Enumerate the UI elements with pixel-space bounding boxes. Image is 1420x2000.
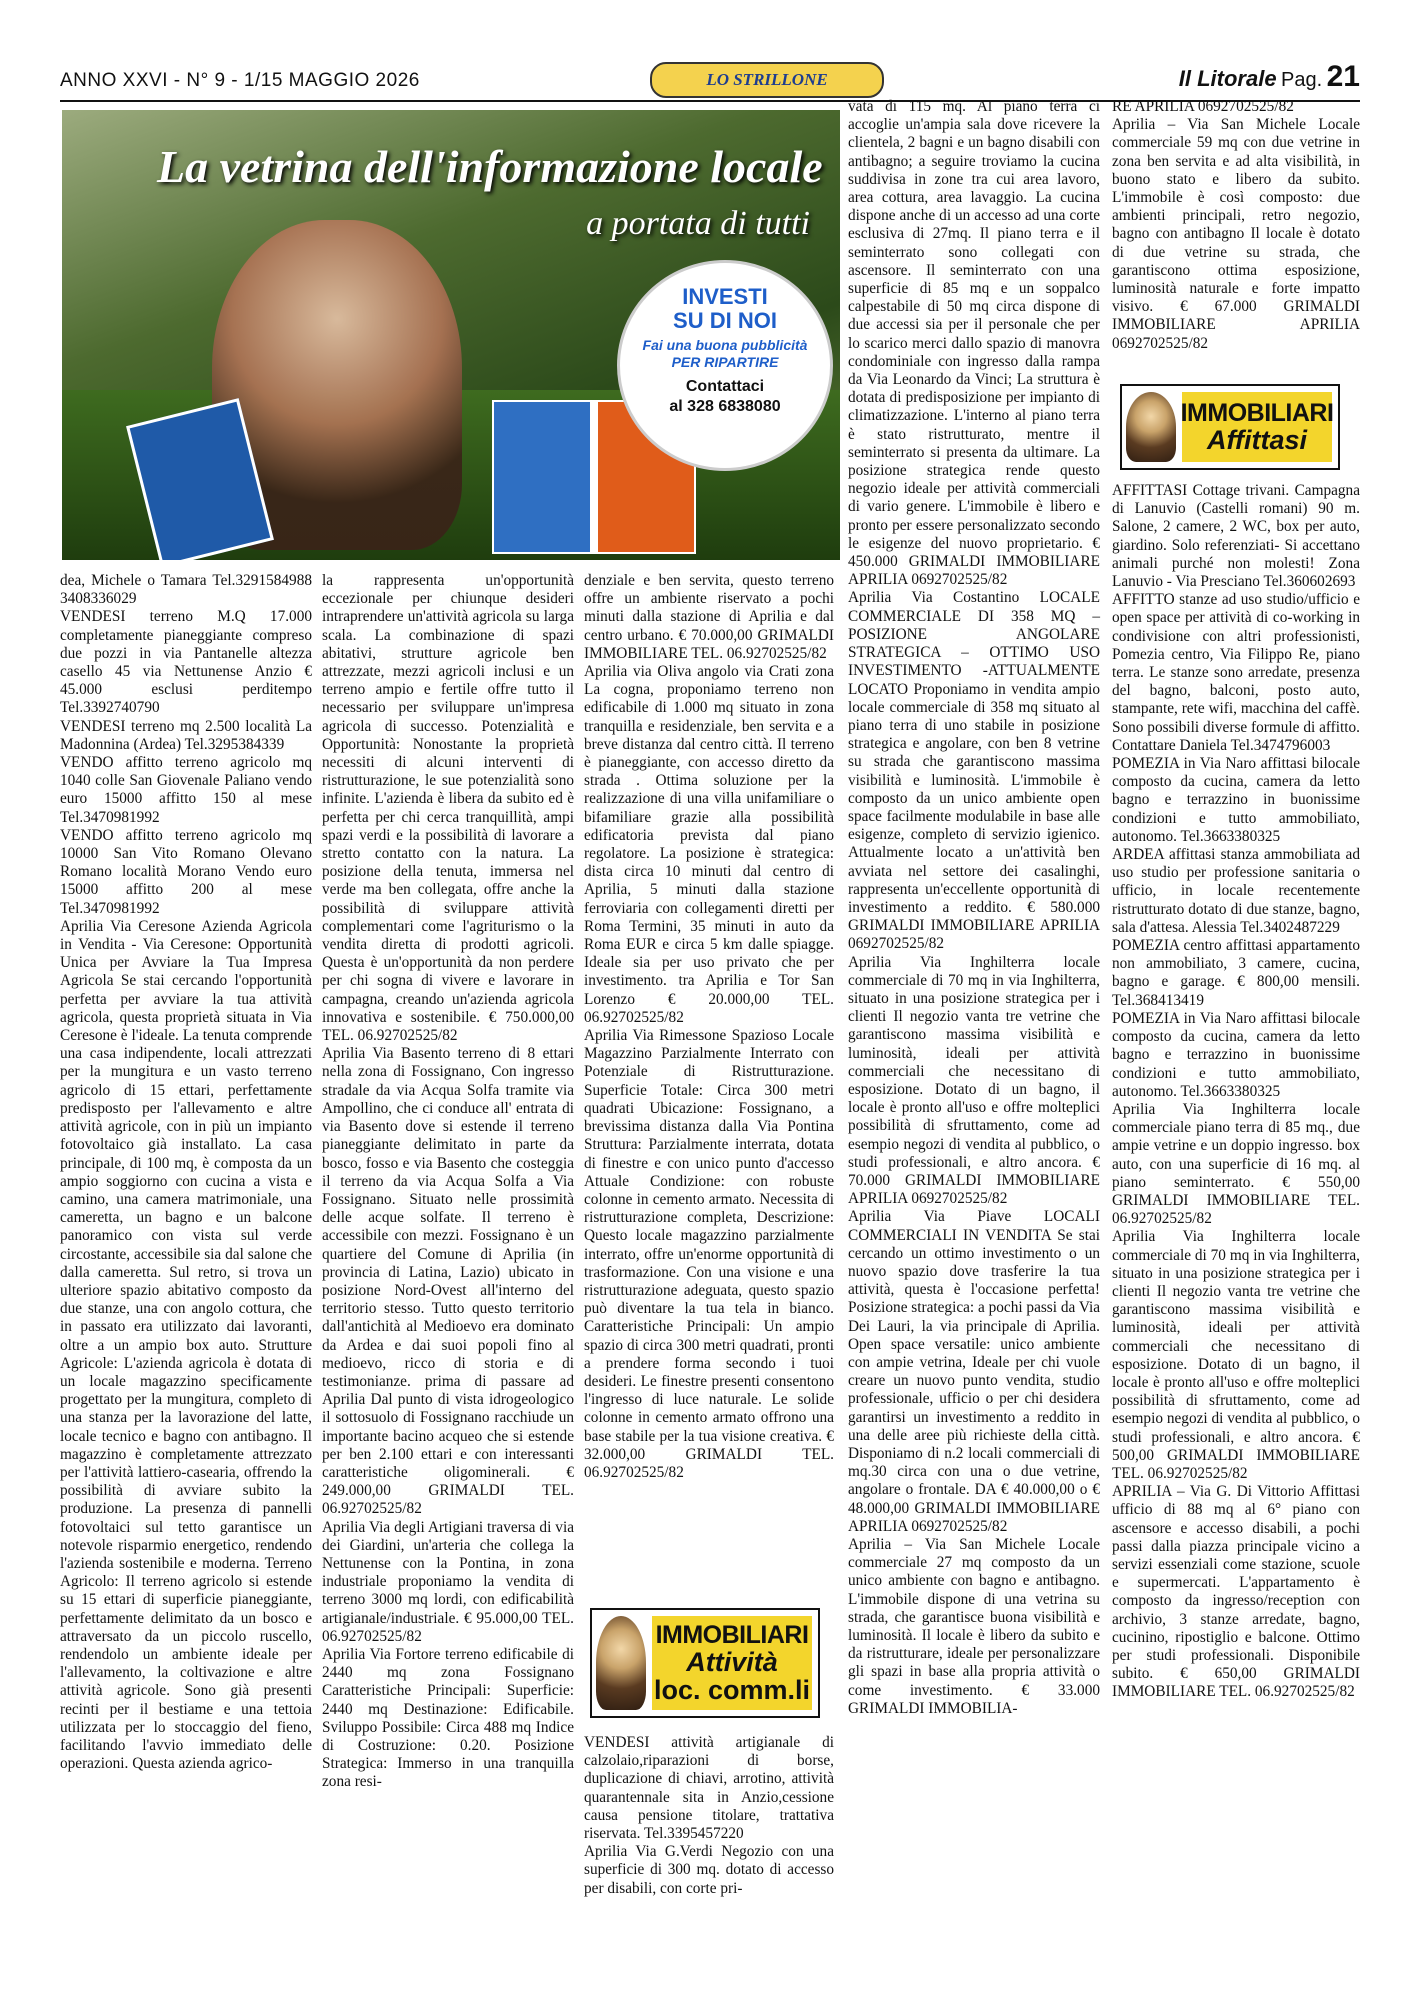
ad-text: Aprilia Via Costantino LOCALE COMMERCIALE DI 358 MQ – POSIZIONE ANGOLARE STRATEGICA – OTTIMO USO INVESTIMENTO -ATTUALMENTE LOCATO Proponiamo in vendita ampio locale commerciale di 358 mq situato al piano terra di uno stabile in posizione strategica e angolare, con ben 8 vetrine su strada che garantiscono massima visibilità e luminosità. L'immobile è composto da un unico ambiente open space facilmente modulabile in base alle esigenze, completo di servizio igienico. Attualmente locato a un'attività ben avviata nel settore dei casalinghi, rappresenta un'eccellente opportunità di investimento a reddito. € 580.000 GRIMALDI IMMOBILIARE APRILIA 0692702525/82 [848, 589, 1100, 953]
ad-text: POMEZIA centro affittasi appartamento non ammobiliato, 3 camere, cucina, bagno e garage. € 800,00 mensili. Tel.368413419 [1112, 937, 1360, 1009]
box-subcategory: loc. comm.li [653, 1675, 811, 1706]
ad-text: POMEZIA in Via Naro affittasi bilocale composto da cucina, camera da letto bagno e terrazzino in buonissime condizioni e tutto ammobiliato, autonomo. Tel.3663380325 [1112, 755, 1360, 845]
box-category: Attività [686, 1646, 778, 1677]
column-2 [322, 572, 574, 1792]
column-5 [1112, 98, 1360, 353]
bubble-line-3: Fai una buona pubblicità [642, 337, 808, 353]
ad-text: POMEZIA in Via Naro affittasi bilocale composto da cucina, camera da letto bagno e terrazzino in buonissime condizioni e tutto ammobiliato, autonomo. Tel.3663380325 [1112, 1009, 1360, 1100]
ad-text: Aprilia Via degli Artigiani traversa di via dei Giardini, un'arteria che collega la Nettunense con la Pontina, in zona industriale proponiamo la vendita di terreno 3000 mq lordi, con edificabilità artigianale/industriale. € 95.000,00 TEL. 06.92702525/82 [322, 1518, 574, 1645]
ad-text: VENDESI terreno M.Q 17.000 completamente pianeggiante compreso due pozzi in via Pantanelle altezza casello 45 via Nettunense Anzio € 45.000 esclusi perditempo Tel.3392740790 [60, 608, 312, 717]
box-category: Affittasi [1206, 424, 1307, 455]
issue-info: ANNO XXVI - N° 9 - 1/15 MAGGIO 2026 [60, 70, 420, 91]
ad-text: Aprilia – Via San Michele Locale commerciale 27 mq composto da un unico ambiente con bagno e antibagno. L'immobile dispone di una vetrina su strada, che garantisce buona visibilità e luminosità. Il locale è libero da subito e da ristrutturare, ideale per personalizzare gli spazi in base alla propria attività o come investimento. € 33.000 GRIMALDI IMMOBILIA- [848, 1536, 1100, 1717]
immobiliari-attivita-box [590, 1608, 820, 1718]
page-label: Pag. [1281, 69, 1323, 91]
ad-text: dea, Michele o Tamara Tel.3291584988 3408336029 [60, 572, 312, 608]
box-heading: IMMOBILIARI [655, 1620, 809, 1649]
box-heading: IMMOBILIARI [1180, 398, 1334, 427]
bubble-line-5: Contattaci [685, 378, 765, 395]
ad-text: VENDO affitto terreno agricolo mq 1040 colle San Giovenale Paliano vendo euro 15000 affitto 150 al mese Tel.3470981992 [60, 754, 312, 826]
promo-banner [62, 110, 840, 560]
bubble-line-1: INVESTI [682, 284, 768, 309]
ad-text: VENDESI attività artigianale di calzolaio,riparazioni di borse, duplicazione di chiavi, arrotino, attività quarantennale sita in Anzio,cessione causa pensione titolare, trattativa riservata. Tel.3395457220 [584, 1734, 834, 1843]
bubble-line-2: SU DI NOI [673, 308, 777, 333]
ad-text: Aprilia Via Inghilterra locale commerciale di 70 mq in via Inghilterra, situato in una posizione strategica per i clienti Il negozio vanta tre vetrine che garantiscono massima visibilità e luminosità, ideali per attività commerciali che necessitano di esposizione. Dotato di un bagno, il locale è pronto all'uso e offre molteplici possibilità di sfruttamento, come ad esempio negozi di vendita al pubblico, o studi professionali, e altro ancora. € 500,00 GRIMALDI IMMOBILIARE TEL. 06.92702525/82 [1112, 1228, 1360, 1482]
ad-text: vata di 115 mq. Al piano terra ci accoglie un'ampia sala dove ricevere la clientela, 2 bagni e un bagno disabili con antibagno; a seguire troviamo la cucina suddivisa in zone tra cui area lavoro, area cottura, area lavaggio. La cucina dispone anche di un accesso ad una corte esclusiva di 27mq. Il piano terra e il seminterrato sono collegati con ascensore. Il seminterrato con una superficie di 85 mq e un soppalco calpestabile di 50 mq circa dispone di due accessi sia per il personale che per lo scarico merci dallo spazio di manovra condominiale con ingresso dalla rampa da Via Leonardo da Vinci; La struttura è dotata di predisposizione per impianto di climatizzazione. L'interno al piano terra è stato ristrutturato, mentre il seminterrato si presenta da ultimare. La posizione strategica rende questo negozio ideale per attività commerciali di vario genere. L'immobile è libero e pronto per essere personalizzato secondo le esigenze del nuovo proprietario. € 450.000 GRIMALDI IMMOBILIARE APRILIA 0692702525/82 [848, 98, 1100, 589]
ad-text: Aprilia Via Ceresone Azienda Agricola in Vendita - Via Ceresone: Opportunità Unica per Avviare la Tua Impresa Agricola Se stai cercando l'opportunità perfetta per avviare la tua attività agricola, questa proprietà situata in Via Ceresone è l'ideale. La tenuta comprende una casa indipendente, locali attrezzati per la mungitura e un vasto terreno agricolo di 15 ettari, perfettamente predisposto per l'allevamento e altre attività agricole, con in più un impianto fotovoltaico già installato. La casa principale, di 100 mq, è composta da un ampio soggiorno con cucina a vista e camino, una camera matrimoniale, una cameretta, un bagno e un balcone panoramico con vista sul verde circostante, accessibile sia dal salone che dalla cameretta. Sul retro, si trova un ulteriore spazio abitativo composto da due stanze, una con angolo cottura, che in passato era utilizzato dai lavoranti, oltre a un ampio box auto. Strutture Agricole: L'azienda agricola è dotata di un locale magazzino specificamente progettato per la mungitura, completo di una stanza per la lavorazione del latte, locale tecnico e bagno con antibagno. Il magazzino è completamente attrezzato per l'attività lattiero-casearia, offrendo la possibilità di avviare subito la produzione. La presenza di pannelli fotovoltaici sul tetto garantisce un notevole risparmio energetico, rendendo l'azienda sostenibile e moderna. Terreno Agricolo: Il terreno agricolo si estende su 15 ettari di superficie pianeggiante, perfettamente delimitato da un bosco e attraversato da un piccolo ruscello, rendendolo un ambiente ideale per l'allevamento, la coltivazione e altre attività agricole. Sono già presenti recinti per il bestiame e una tettoia utilizzata per lo stoccaggio del fieno, facilitando l'avvio immediato delle operazioni. Questa azienda agrico- [60, 917, 312, 1773]
ad-text: ARDEA affittasi stanza ammobiliata ad uso studio per professione sanitaria o ufficio, in locale recentemente ristrutturato dotato di due stanze, bagno, sala d'attesa. Alessia Tel.3402487229 [1112, 846, 1360, 936]
publication-name: Il Litorale [1178, 66, 1277, 91]
ad-text: Aprilia Via Basento terreno di 8 ettari nella zona di Fossignano, Con ingresso stradale da via Acqua Solfa tramite via Ampollino, che ci conduce all' entrata di via Basento dove si estende il terreno pianeggiante delimitato in parte da bosco, fosso e via Basento che costeggia il terreno da via Acqua Solfa a Via Fossignano. Situato nelle prossimità delle acque solfate. Il terreno è accessibile con mezzi. Fossignano è un quartiere del Comune di Aprilia (in provincia di Latina, Lazio) ubicato in posizione Nord-Ovest all'interno del territorio stesso. Tutto questo territorio dall'antichità al Medioevo era dominato da Ardea e dai suoi popoli fino al medioevo, ricco di storia e di testimonianze. prima di passare ad Aprilia Dal punto di vista idrogeologico il sottosuolo di Fossignano racchiude un importante bacino acqueo che si estende per ben 2.100 ettari e con interessanti caratteristiche oligominerali. € 249.000,00 GRIMALDI TEL. 06.92702525/82 [322, 1045, 574, 1518]
bubble-line-6: al 328 6838080 [669, 398, 781, 415]
ad-text: Aprilia Via Inghilterra locale commerciale piano terra di 85 mq., due ampie vetrine e un doppio ingresso. box auto, con una superficie di 16 mq. al piano seminterrato. € 550,00 GRIMALDI IMMOBILIARE TEL. 06.92702525/82 [1112, 1100, 1360, 1228]
column-1 [60, 572, 312, 1773]
bubble-line-4: PER RIPARTIRE [671, 354, 779, 370]
column-3 [584, 572, 834, 1482]
ad-text: AFFITTO stanze ad uso studio/ufficio e open space per attività di co-working in condivisione con altri professionisti, Pomezia centro, Via Filippo Re, piano terra. Le stanze sono arredate, presenza del bagno, balconi, posto auto, stampante, rete wifi, macchina del caffè. Sono possibili diverse formule di affitto. Contattare Daniela Tel.3474796003 [1112, 591, 1360, 754]
strillone-mascot-icon [596, 1616, 646, 1710]
ad-text: AFFITTASI Cottage trivani. Campagna di Lanuvio (Castelli romani) 90 m. Salone, 2 camere, 2 WC, box per auto, giardino. Solo referenziati- Si accettano animali purché non molesti! Zona Lanuvio - Via Presciano Tel.360602693 [1112, 482, 1360, 591]
ad-text: APRILIA – Via G. Di Vittorio Affittasi ufficio di 88 mq al 6° piano con ascensore e accesso disabili, a pochi passi dalla piazza principale vicino a servizi essenziali come stazione, scuole e supermercati. L'appartamento è composto da ingresso/reception con archivio, 3 stanze arredate, bagno, cucinino, ripostiglio e balcone. Ottimo per studi professionali. Disponibile subito. € 650,00 GRIMALDI IMMOBILIARE TEL. 06.92702525/82 [1112, 1483, 1360, 1701]
banner-subtitle: a portata di tutti [586, 205, 810, 242]
ad-text: VENDESI terreno mq 2.500 località La Madonnina (Ardea) Tel.3295384339 [60, 717, 312, 753]
ad-text: Aprilia Via Inghilterra locale commerciale di 70 mq in via Inghilterra, situato in una posizione strategica per i clienti Il negozio vanta tre vetrine che garantiscono massima visibilità e luminosità, ideali per attività commerciali che necessitano di esposizione. Dotato di un bagno, il locale è pronto all'uso e offre molteplici possibilità di sfruttamento, come ad esempio negozi di vendita al pubblico, o studi professionali, e altro ancora. € 70.000 GRIMALDI IMMOBILIARE APRILIA 0692702525/82 [848, 953, 1100, 1208]
masthead [1179, 60, 1360, 94]
ad-text: Aprilia – Via San Michele Locale commerciale 59 mq con due vetrine in zona ben servita e ad alta visibilità, in buono stato e libero da subito. L'immobile è così composto: due ambienti principali, retro negozio, bagno con antibagno Il locale è dotato di due vetrine su strada, che garantiscono ottima esposizione, luminosità naturale e forte impatto visivo. € 67.000 GRIMALDI IMMOBILIARE APRILIA 0692702525/82 [1112, 116, 1360, 352]
column-3-lower [584, 1734, 834, 1898]
ad-text: denziale e ben servita, questo terreno offre un ambiente riservato a pochi minuti dalla stazione di Aprilia e dal centro urbano. € 70.000,00 GRIMALDI IMMOBILIARE TEL. 06.92702525/82 [584, 572, 834, 662]
immobiliari-affittasi-box [1120, 384, 1340, 470]
ad-text: Aprilia Via Rimessone Spazioso Locale Magazzino Parzialmente Interrato con Potenziale di Ristrutturazione. Superficie Totale: Circa 300 metri quadrati Ubicazione: Fossignano, a brevissima distanza dalla Via Pontina Struttura: Parzialmente interrata, dotata di finestre e con unico punto d'accesso Attuale Condizione: con robuste colonne in cemento armato. Necessita di ristrutturazione completa, Descrizione: Questo locale magazzino parzialmente interrato, offre un'enorme opportunità di trasformazione. Con una visione e una ristrutturazione adeguata, questo spazio può diventare la tua tela in bianco. Caratteristiche Principali: Un ampio spazio di circa 300 metri quadrati, pronti a prendere forma secondo i tuoi desideri. Le finestre presenti consentono l'ingresso di luce naturale. Le solide colonne in cemento armato offrono una base stabile per la tua visione creativa. € 32.000,00 GRIMALDI TEL. 06.92702525/82 [584, 1027, 834, 1481]
ad-text: la rappresenta un'opportunità eccezionale per chiunque desideri intraprendere un'attività agricola su larga scala. La combinazione di spazi abitativi, strutture agricole ben attrezzate, mezzi agricoli inclusi e un terreno ampio e fertile offre tutto il necessario per sviluppare un'impresa agricola di successo. Potenzialità e Opportunità: Nonostante la proprietà necessiti di alcuni interventi di ristrutturazione, le sue potenzialità sono infinite. L'azienda è libera da subito ed è perfetta per chi cerca tranquillità, ampi spazi verdi e la possibilità di lavorare a stretto contatto con la natura. La posizione della tenuta, immersa nel verde ma ben collegata, offre anche la possibilità di sviluppare attività complementari come l'agriturismo o la vendita diretta di prodotti agricoli. Questa è un'opportunità da non perdere per chi sogna di vivere e lavorare in campagna, creando un'azienda agricola innovativa e sostenibile. € 750.000,00 TEL. 06.92702525/82 [322, 572, 574, 1045]
column-5-lower [1112, 482, 1360, 1702]
ad-text: RE APRILIA 0692702525/82 [1112, 98, 1294, 115]
column-4 [848, 98, 1100, 1718]
ad-text: VENDO affitto terreno agricolo mq 10000 San Vito Romano Olevano Romano località Morano Vendo euro 15000 affitto 200 al mese Tel.3470981992 [60, 826, 312, 917]
ad-text: Aprilia via Oliva angolo via Crati zona La cogna, proponiamo terreno non edificabile di 1.000 mq situato in zona tranquilla e residenziale, ben servita e a breve distanza dal centro città. Il terreno è pianeggiante, con accesso diretto da strada . Ottima soluzione per la realizzazione di una villa unifamiliare o bifamiliare grazie alla possibilità edificatoria prevista dal piano regolatore. La posizione è strategica: dista circa 10 minuti dal centro di Aprilia, 5 minuti dalla stazione ferroviaria con collegamenti diretti per Roma Termini, 35 minuti in auto da Roma EUR e circa 5 km dalle spiagge. Ideale sia per uso privato che per investimento. tra Aprilia e Tor San Lorenzo € 20.000,00 TEL. 06.92702525/82 [584, 663, 834, 1026]
page-number: 21 [1326, 60, 1360, 93]
ad-text: Aprilia Via G.Verdi Negozio con una superficie di 300 mq. dotato di accesso per disabili, con corte pri- [584, 1843, 834, 1897]
strillone-logo: LO STRILLONE [650, 62, 884, 98]
ad-text: Aprilia Via Piave LOCALI COMMERCIALI IN VENDITA Se stai cercando un ottimo investimento o un nuovo spazio dove trasferire la tua attività, questa è l'occasione perfetta! Posizione strategica: a pochi passi da Via Dei Lauri, la via principale di Aprilia. Open space versatile: unico ambiente con ampie vetrina, Ideale per chi vuole creare un nuovo punto vendita, studio professionale, ufficio o per chi desidera garantirsi un investimento a reddito in una delle aree più richieste della città. Disponiamo di n.2 locali commerciali di mq.30 circa con una o due vetrine, angolare o frontale. DA € 40.000,00 o € 48.000,00 GRIMALDI IMMOBILIARE APRILIA 0692702525/82 [848, 1208, 1100, 1535]
page-header [60, 58, 1360, 98]
invest-bubble [617, 260, 833, 471]
banner-title: La vetrina dell'informazione locale [157, 141, 823, 192]
ad-text: Aprilia Via Fortore terreno edificabile di 2440 mq zona Fossignano Caratteristiche Principali: Superficie: 2440 mq Destinazione: Edificabile. Sviluppo Possibile: Circa 488 mq Indice di Costruzione: 0.20. Posizione Strategica: Immerso in una tranquilla zona resi- [322, 1645, 574, 1791]
strillone-mascot-icon [1126, 392, 1176, 462]
